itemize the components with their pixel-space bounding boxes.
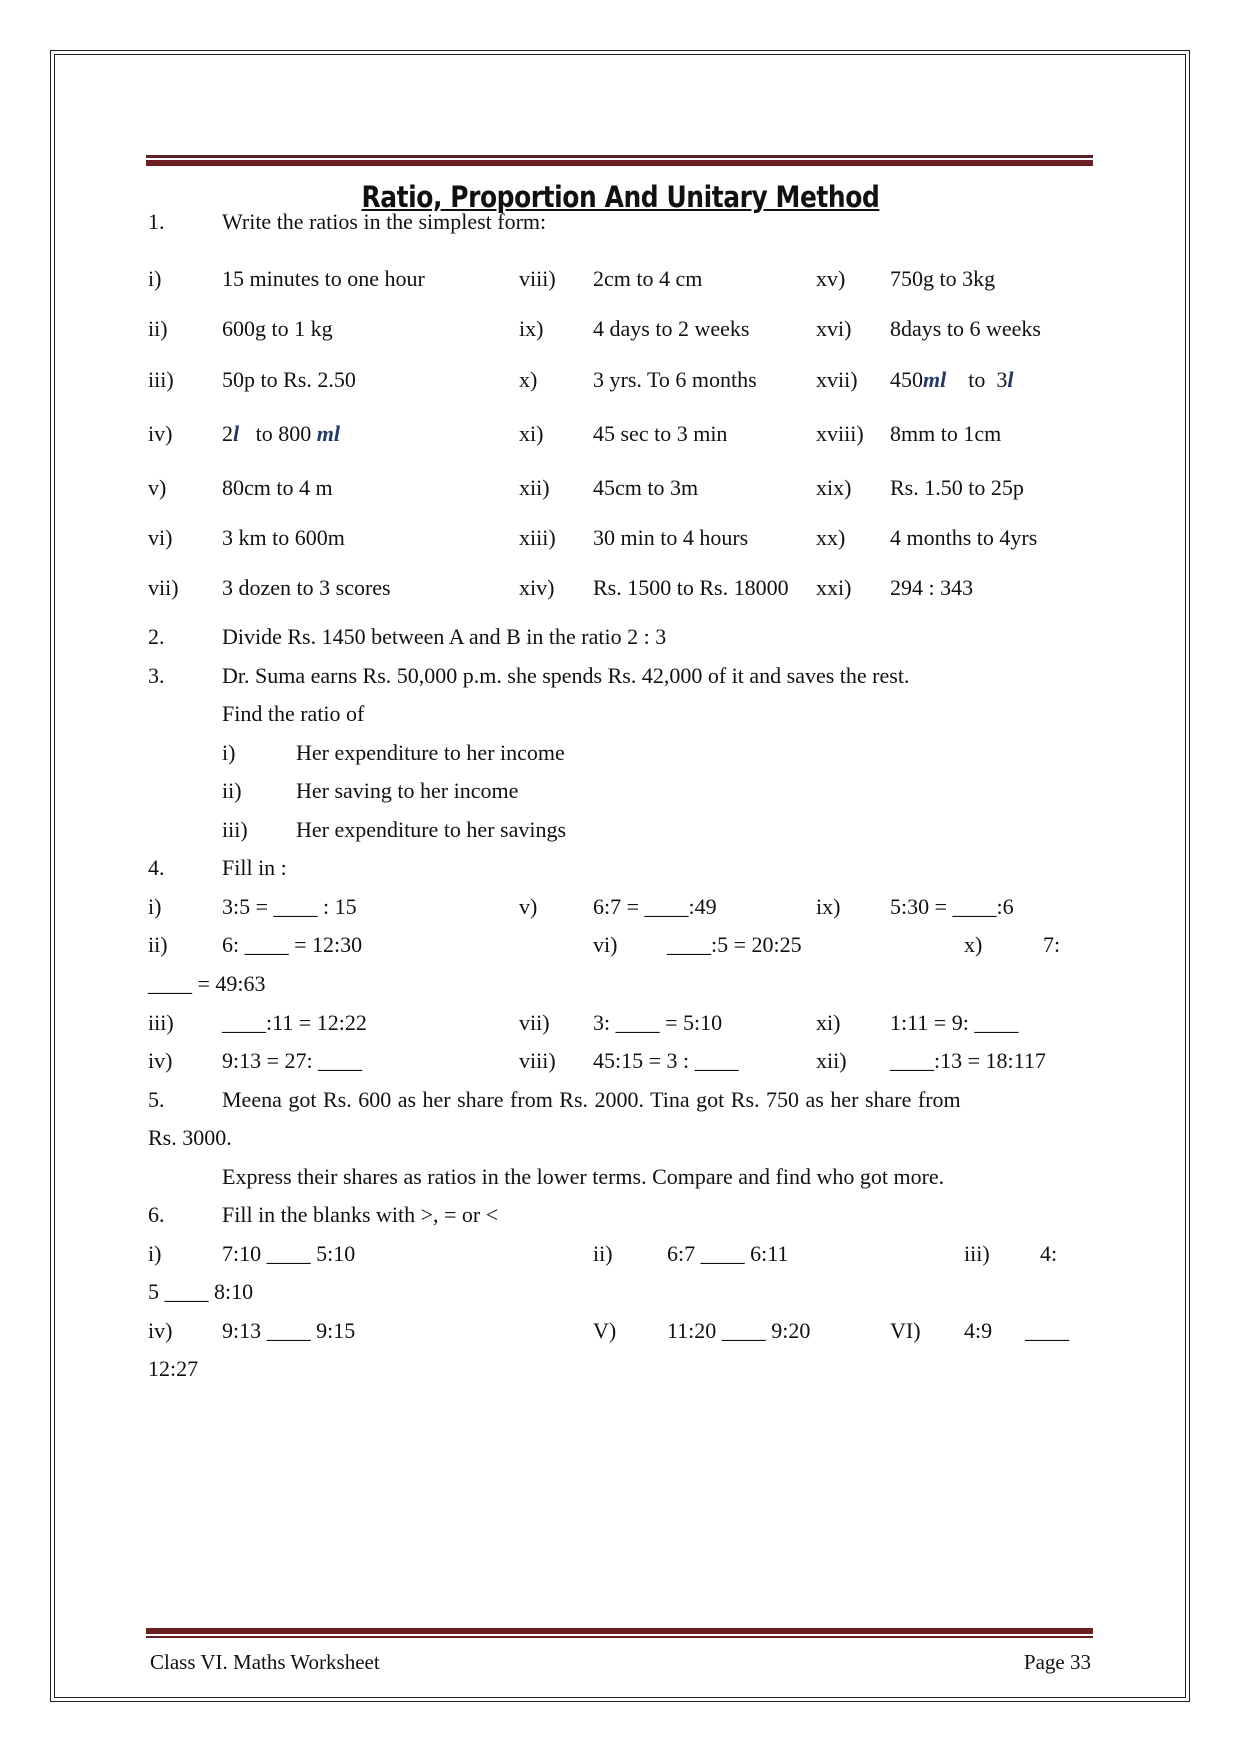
page-number: Page 33 [1023, 1650, 1091, 1674]
item-label: ii) [148, 316, 168, 341]
question-text: Divide Rs. 1450 between A and B in the ratio 2 : 3 [222, 624, 667, 649]
unit-symbol: l [233, 421, 240, 446]
page-title: Ratio, Proportion And Unitary Method [361, 180, 880, 214]
item-text: Her expenditure to her income [296, 740, 565, 765]
item-label: i) [148, 1241, 162, 1266]
question-number: 6. [148, 1202, 165, 1227]
question-text-wrap: Rs. 3000. [148, 1125, 232, 1150]
item-label: iii) [222, 817, 248, 842]
item-label: ix) [519, 316, 544, 341]
ratio-item: 3 yrs. To 6 months [593, 367, 757, 392]
question-number: 5. [148, 1087, 165, 1112]
ratio-item: 750g to 3kg [890, 266, 996, 291]
item-text: ____:11 = 12:22 [222, 1010, 367, 1035]
footer-worksheet-label: Class VI. Maths Worksheet [150, 1650, 380, 1674]
item-label: i) [148, 266, 162, 291]
item-label: iii) [148, 1010, 174, 1035]
ratio-item: 45cm to 3m [593, 475, 699, 500]
ratio-item: Rs. 1.50 to 25p [890, 475, 1024, 500]
item-text-part: 450 [890, 367, 923, 392]
item-label: iv) [148, 1318, 173, 1343]
item-text: 3:5 = ____ : 15 [222, 894, 357, 919]
ratio-item: 8days to 6 weeks [890, 316, 1041, 341]
question-subtext: Express their shares as ratios in the lower terms. Compare and find who got more. [222, 1164, 945, 1189]
item-text: 7:10 ____ 5:10 [222, 1241, 356, 1266]
ratio-item: 45 sec to 3 min [593, 421, 728, 446]
item-text: 6:7 ____ 6:11 [667, 1241, 789, 1266]
item-label: vi) [593, 932, 618, 957]
item-text-wrap: ____ = 49:63 [148, 971, 266, 996]
question-number: 2. [148, 624, 165, 649]
item-text: ____:5 = 20:25 [667, 932, 802, 957]
question-number: 1. [148, 209, 165, 234]
ratio-item: 3 dozen to 3 scores [222, 575, 391, 600]
item-label: xix) [816, 475, 852, 500]
unit-symbol: ml [923, 367, 947, 392]
item-label: i) [222, 740, 236, 765]
ratio-item: 15 minutes to one hour [222, 266, 425, 291]
item-label: iv) [148, 421, 173, 446]
item-label: vii) [148, 575, 179, 600]
item-label: iii) [964, 1241, 990, 1266]
item-text: 9:13 = 27: ____ [222, 1048, 363, 1073]
item-label: viii) [519, 266, 556, 291]
item-label: vi) [148, 525, 173, 550]
item-text: 4:9 ____ [964, 1318, 1070, 1343]
ratio-item: 8mm to 1cm [890, 421, 1002, 446]
item-text: 45:15 = 3 : ____ [593, 1048, 739, 1073]
ratio-item: 600g to 1 kg [222, 316, 333, 341]
question-text: Fill in : [222, 855, 287, 880]
ratio-item: Rs. 1500 to Rs. 18000 [593, 575, 789, 600]
item-text-part: to 800 [239, 421, 317, 446]
item-label: xiv) [519, 575, 555, 600]
item-text-part: to 3 [946, 367, 1008, 392]
item-label: VI) [890, 1318, 921, 1343]
item-label: xvii) [816, 367, 858, 392]
item-label: xi) [519, 421, 544, 446]
unit-symbol: ml [316, 421, 340, 446]
item-text: 11:20 ____ 9:20 [667, 1318, 811, 1343]
item-text: 1:11 = 9: ____ [890, 1010, 1019, 1035]
unit-symbol: l [1007, 367, 1014, 392]
ratio-item [222, 421, 340, 447]
item-label: xx) [816, 525, 846, 550]
item-text: ____:13 = 18:117 [890, 1048, 1046, 1073]
item-text: Her expenditure to her savings [296, 817, 567, 842]
item-text: 9:13 ____ 9:15 [222, 1318, 356, 1343]
question-text: Fill in the blanks with >, = or < [222, 1202, 499, 1227]
question-number: 4. [148, 855, 165, 880]
item-text: 6: ____ = 12:30 [222, 932, 363, 957]
item-label: V) [593, 1318, 617, 1343]
item-text: 6:7 = ____:49 [593, 894, 717, 919]
item-label: viii) [519, 1048, 556, 1073]
question-text: Meena got Rs. 600 as her share from Rs. 2000. Tina got Rs. 750 as her share from [222, 1087, 961, 1112]
item-text: 7: [1043, 932, 1061, 957]
item-label: ii) [593, 1241, 613, 1266]
item-label: xv) [816, 266, 846, 291]
ratio-item: 50p to Rs. 2.50 [222, 367, 356, 392]
question-subtext: Find the ratio of [222, 701, 365, 726]
item-label: xviii) [816, 421, 864, 446]
item-label: xii) [519, 475, 550, 500]
ratio-item: 30 min to 4 hours [593, 525, 749, 550]
item-label: x) [519, 367, 538, 392]
ratio-item: 2cm to 4 cm [593, 266, 703, 291]
question-text: Dr. Suma earns Rs. 50,000 p.m. she spends Rs. 42,000 of it and saves the rest. [222, 663, 910, 688]
footer-rule [146, 1628, 1093, 1638]
item-label: iii) [148, 367, 174, 392]
item-label: i) [148, 894, 162, 919]
item-label: xvi) [816, 316, 852, 341]
item-label: xxi) [816, 575, 852, 600]
ratio-item: 3 km to 600m [222, 525, 345, 550]
question-text: Write the ratios in the simplest form: [222, 209, 547, 234]
item-label: vii) [519, 1010, 550, 1035]
item-label: ii) [222, 778, 242, 803]
ratio-item: 4 days to 2 weeks [593, 316, 750, 341]
item-text: 4: [1040, 1241, 1058, 1266]
item-text-wrap: 5 ____ 8:10 [148, 1279, 254, 1304]
item-label: v) [519, 894, 538, 919]
item-label: iv) [148, 1048, 173, 1073]
item-label: v) [148, 475, 167, 500]
item-label: ii) [148, 932, 168, 957]
ratio-item: 80cm to 4 m [222, 475, 333, 500]
item-label: ix) [816, 894, 841, 919]
item-label: xi) [816, 1010, 841, 1035]
item-text: 3: ____ = 5:10 [593, 1010, 723, 1035]
header-rule [146, 155, 1093, 166]
ratio-item [890, 367, 1013, 393]
item-label: x) [964, 932, 983, 957]
item-label: xiii) [519, 525, 556, 550]
ratio-item: 294 : 343 [890, 575, 974, 600]
item-text-wrap: 12:27 [148, 1356, 199, 1381]
question-number: 3. [148, 663, 165, 688]
item-text: 5:30 = ____:6 [890, 894, 1014, 919]
item-text: Her saving to her income [296, 778, 519, 803]
item-label: xii) [816, 1048, 847, 1073]
ratio-item: 4 months to 4yrs [890, 525, 1038, 550]
item-text-part: 2 [222, 421, 233, 446]
